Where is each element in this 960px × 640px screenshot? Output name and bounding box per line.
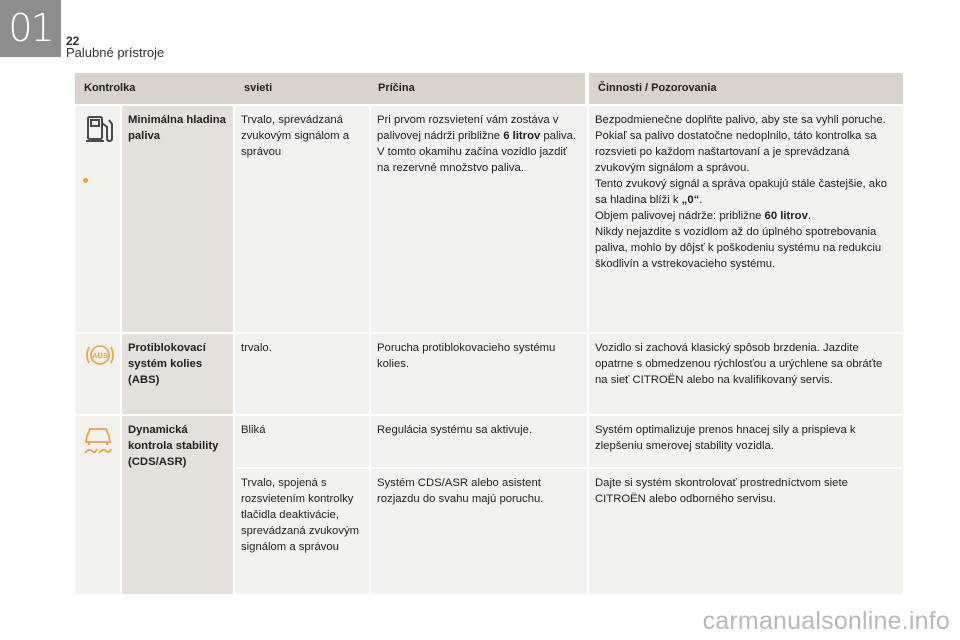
table-row-cause: Porucha protiblokovacieho systému kolies. (371, 334, 587, 414)
table-row-cause: Systém CDS/ASR alebo asistent rozjazdu do svahu majú poruchu. (371, 469, 587, 594)
table-row-icon-cell (75, 334, 120, 414)
table-row-action: Dajte si systém skontrolovať prostredníctvom siete CITROËN alebo odborného servisu. (589, 469, 903, 594)
table-row-state: trvalo. (235, 334, 369, 414)
warning-lights-table (75, 73, 903, 594)
table-row-action: Vozidlo si zachová klasický spôsob brzdenia. Jazdite opatrne s obmedzenou rýchlosťou a urýchlene sa obráťte na sieť CITROËN alebo na kvalifikovaný servis. (589, 334, 903, 414)
fuel-pump-icon (85, 114, 115, 144)
table-row-state: Trvalo, sprevádzaná zvukovým signálom a správou (235, 106, 369, 332)
table-row-name: Minimálna hladina paliva (122, 106, 233, 332)
chapter-number: 01 (0, 0, 61, 57)
table-row-name: Protiblokovací systém kolies (ABS) (122, 334, 233, 414)
section-title: Palubné prístroje (66, 45, 165, 60)
table-row-action: Bezpodmienečne doplňte palivo, aby ste sa vyhli poruche. Pokiaľ sa palivo dostatočne nedoplnilo, táto kontrolka sa rozsvieti po každom naštartovaní a je sprevádzaná zvukovým signálom a správou. Tento zvukový signál a správa opakujú stále častejšie, ako sa hladina blíži k „0“. Objem palivovej nádrže: približne 60 litrov. Nikdy nejazdite s vozidlom až do úplného spotrebovania paliva, mohlo by dôjsť k poškodeniu systému na redukciu škodlivín a vstrekovacieho systému. (589, 106, 903, 332)
svg-text:ABS: ABS (92, 351, 108, 360)
header-kontrolka: Kontrolka (75, 73, 237, 104)
header-pricina: Príčina (369, 73, 585, 104)
header-svieti: svieti (235, 73, 369, 104)
table-row-cause: Regulácia systému sa aktivuje. (371, 416, 587, 467)
table-row-name: Dynamická kontrola stability (CDS/ASR) (122, 416, 233, 594)
table-row-cause: Pri prvom rozsvietení vám zostáva v palivovej nádrži približne 6 litrov paliva. V tomto okamihu začína vozidlo jazdiť na rezervné množstvo paliva. (371, 106, 587, 332)
table-row-state: Bliká (235, 416, 369, 467)
table-row-state: Trvalo, spojená s rozsvietením kontrolky tlačidla deaktivácie, sprevádzaná zvukovým signálom a správou (235, 469, 369, 594)
stability-control-icon (81, 422, 115, 456)
abs-icon (84, 342, 116, 368)
table-row-icon-cell (75, 106, 120, 332)
header-cinnosti: Činnosti / Pozorovania (589, 73, 903, 104)
watermark: carmanualsonline.info (702, 607, 950, 635)
page-number: 22 (66, 34, 80, 48)
warning-dot-icon (83, 178, 88, 183)
table-row-icon-cell (75, 416, 120, 594)
table-row-action: Systém optimalizuje prenos hnacej sily a prispieva k zlepšeniu smerovej stability vozidla. (589, 416, 903, 467)
